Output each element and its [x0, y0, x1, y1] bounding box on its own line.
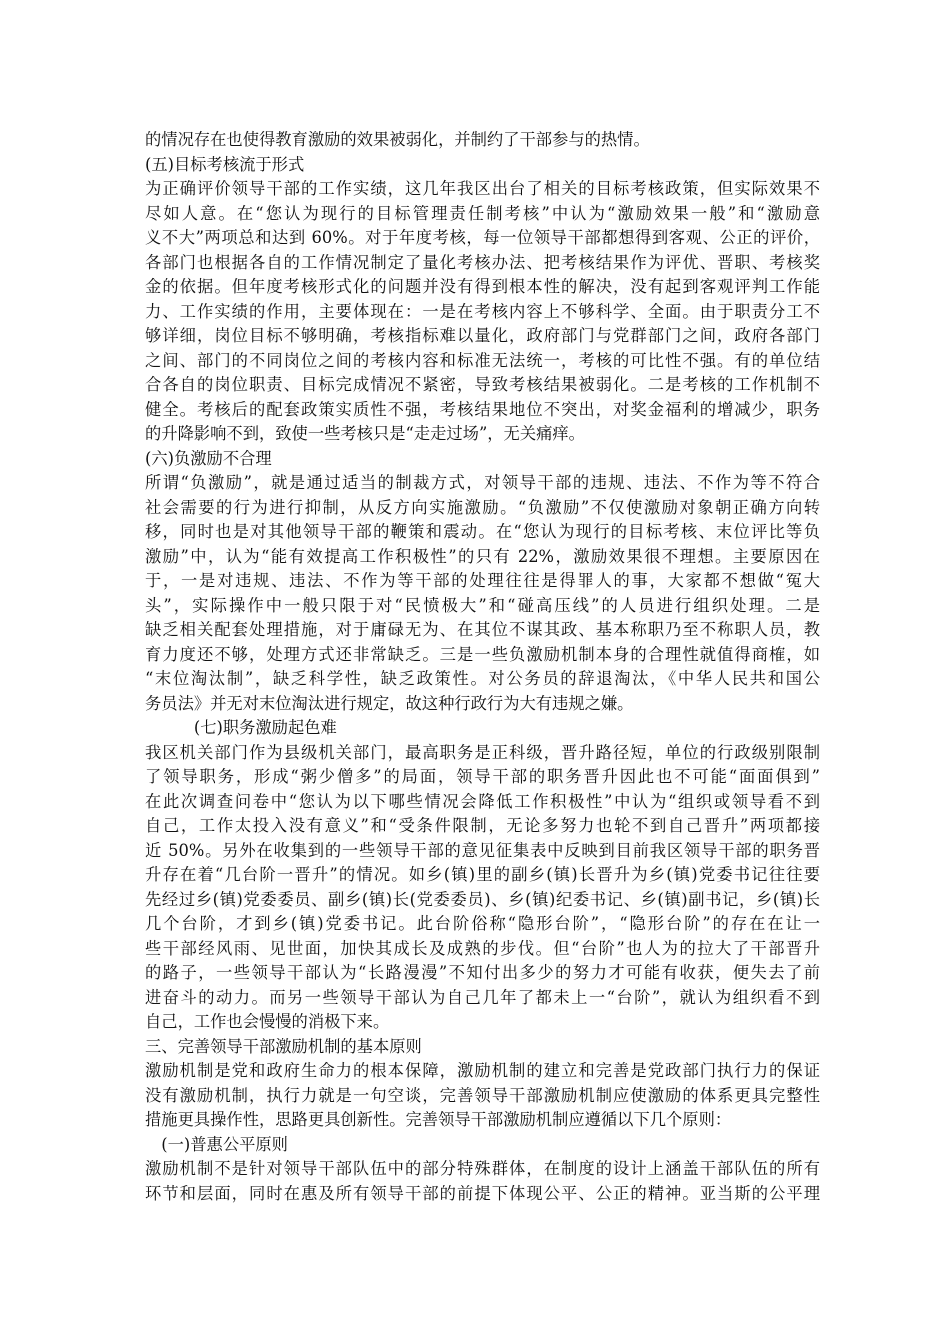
paragraph-line: 没有激励机制，执行力就是一句空谈，完善领导干部激励机制应使激励的体系更具完整性 — [145, 1085, 820, 1105]
paragraph-line: 合各自的岗位职责、目标完成情况不紧密，导致考核结果被弱化。二是考核的工作机制不 — [145, 375, 820, 394]
paragraph-line: 力、工作实绩的作用，主要体现在：一是在考核内容上不够科学、全面。由于职责分工不 — [145, 301, 820, 321]
paragraph-line: 的升降影响不到，致使一些考核只是“走走过场”，无关痛痒。 — [145, 424, 585, 443]
paragraph-line: 些干部经风雨、见世面，加快其成长及成熟的步伐。但“台阶”也人为的拉大了干部晋升 — [145, 938, 820, 958]
paragraph-line: 近 50%。另外在收集到的一些领导干部的意见征集表中反映到目前我区领导干部的职务晋 — [145, 840, 820, 860]
paragraph-line: 社会需要的行为进行抑制，从反方向实施激励。“负激励”不仅使激励对象朝正确方向转 — [145, 497, 820, 517]
section-heading: (七)职务激励起色难 — [145, 718, 337, 737]
paragraph-line: 几个台阶，才到乡(镇)党委书记。此台阶俗称“隐形台阶”，“隐形台阶”的存在在让一 — [145, 914, 820, 933]
paragraph-line: 所谓“负激励”，就是通过适当的制裁方式，对领导干部的违规、违法、不作为等不符合 — [145, 473, 820, 492]
paragraph-line: 激励”中，认为“能有效提高工作积极性”的只有 22%，激励效果很不理想。主要原因在 — [145, 546, 820, 566]
paragraph-line: 进奋斗的动力。而另一些领导干部认为自己几年了都未上一“台阶”，就认为组织看不到 — [145, 987, 820, 1007]
paragraph-line: 了领导职务，形成“粥少僧多”的局面，领导干部的职务晋升因此也不可能“面面俱到” — [145, 767, 820, 786]
paragraph-line: 移，同时也是对其他领导干部的鞭策和震动。在“您认为现行的目标考核、末位评比等负 — [145, 522, 820, 541]
paragraph-line: 的路子，一些领导干部认为“长路漫漫”不知付出多少的努力才可能有收获，便失去了前 — [145, 963, 820, 982]
paragraph-line: 尽如人意。在“您认为现行的目标管理责任制考核”中认为“激励效果一般”和“激励意 — [145, 203, 820, 223]
paragraph-line: 健全。考核后的配套政策实质性不强，考核结果地位不突出，对奖金福利的增减少，职务 — [145, 399, 820, 419]
section-heading: 三、完善领导干部激励机制的基本原则 — [145, 1036, 422, 1056]
paragraph-line: 先经过乡(镇)党委委员、副乡(镇)长(党委委员)、乡(镇)纪委书记、乡(镇)副书记，乡(镇)长 — [145, 889, 820, 909]
section-heading: (六)负激励不合理 — [145, 448, 272, 468]
paragraph-line: 措施更具操作性，思路更具创新性。完善领导干部激励机制应遵循以下几个原则： — [145, 1110, 732, 1129]
paragraph-line: 缺乏相关配套处理措施，对于庸碌无为、在其位不谋其政、基本称职乃至不称职人员，教 — [145, 620, 820, 639]
paragraph-line: 金的依据。但年度考核形式化的问题并没有得到根本性的解决，没有起到客观评判工作能 — [145, 277, 820, 296]
paragraph-line: 于，一是对违规、违法、不作为等干部的处理往往是得罪人的事，大家都不想做“冤大 — [145, 571, 820, 590]
paragraph-line: 升存在着“几台阶一晋升”的情况。如乡(镇)里的副乡(镇)长晋升为乡(镇)党委书记往往要 — [145, 865, 820, 884]
paragraph-line: 够详细，岗位目标不够明确，考核指标难以量化，政府部门与党群部门之间，政府各部门 — [145, 326, 820, 345]
section-heading: (一)普惠公平原则 — [145, 1134, 288, 1154]
paragraph-line: 的情况存在也使得教育激励的效果被弱化，并制约了干部参与的热情。 — [145, 130, 650, 149]
paragraph-line: 环节和层面，同时在惠及所有领导干部的前提下体现公平、公正的精神。亚当斯的公平理 — [145, 1183, 820, 1203]
paragraph-line: 务员法》并无对末位淘汰进行规定，故这种行政行为大有违规之嫌。 — [145, 693, 634, 713]
paragraph-line: 为正确评价领导干部的工作实绩，这几年我区出台了相关的目标考核政策，但实际效果不 — [145, 179, 820, 198]
paragraph-line: 之间、部门的不同岗位之间的考核内容和标准无法统一，考核的可比性不强。有的单位结 — [145, 350, 820, 370]
paragraph-line: 在此次调查问卷中“您认为以下哪些情况会降低工作积极性”中认为“组织或领导看不到 — [145, 791, 820, 811]
paragraph-line: 激励机制是党和政府生命力的根本保障，激励机制的建立和完善是党政部门执行力的保证 — [145, 1061, 820, 1080]
section-heading: (五)目标考核流于形式 — [145, 154, 305, 174]
paragraph-line: 自己，工作太投入没有意义”和“受条件限制，无论多努力也轮不到自己晋升”两项都接 — [145, 816, 820, 835]
paragraph-line: 激励机制不是针对领导干部队伍中的部分特殊群体，在制度的设计上涵盖干部队伍的所有 — [145, 1159, 820, 1178]
paragraph-line: 各部门也根据各自的工作情况制定了量化考核办法、把考核结果作为评优、晋职、考核奖 — [145, 252, 820, 272]
paragraph-line: 头”，实际操作中一般只限于对“民愤极大”和“碰高压线”的人员进行组织处理。二是 — [145, 595, 820, 615]
paragraph-line: 我区机关部门作为县级机关部门，最高职务是正科级，晋升路径短，单位的行政级别限制 — [145, 742, 820, 762]
paragraph-line: 育力度还不够，处理方式还非常缺乏。三是一些负激励机制本身的合理性就值得商榷，如 — [145, 644, 820, 664]
paragraph-line: 自己，工作也会慢慢的消极下来。 — [145, 1012, 390, 1031]
paragraph-line: “末位淘汰制”，缺乏科学性，缺乏政策性。对公务员的辞退淘汰，《中华人民共和国公 — [145, 669, 820, 688]
paragraph-line: 义不大”两项总和达到 60%。对于年度考核，每一位领导干部都想得到客观、公正的评价， — [145, 228, 820, 247]
